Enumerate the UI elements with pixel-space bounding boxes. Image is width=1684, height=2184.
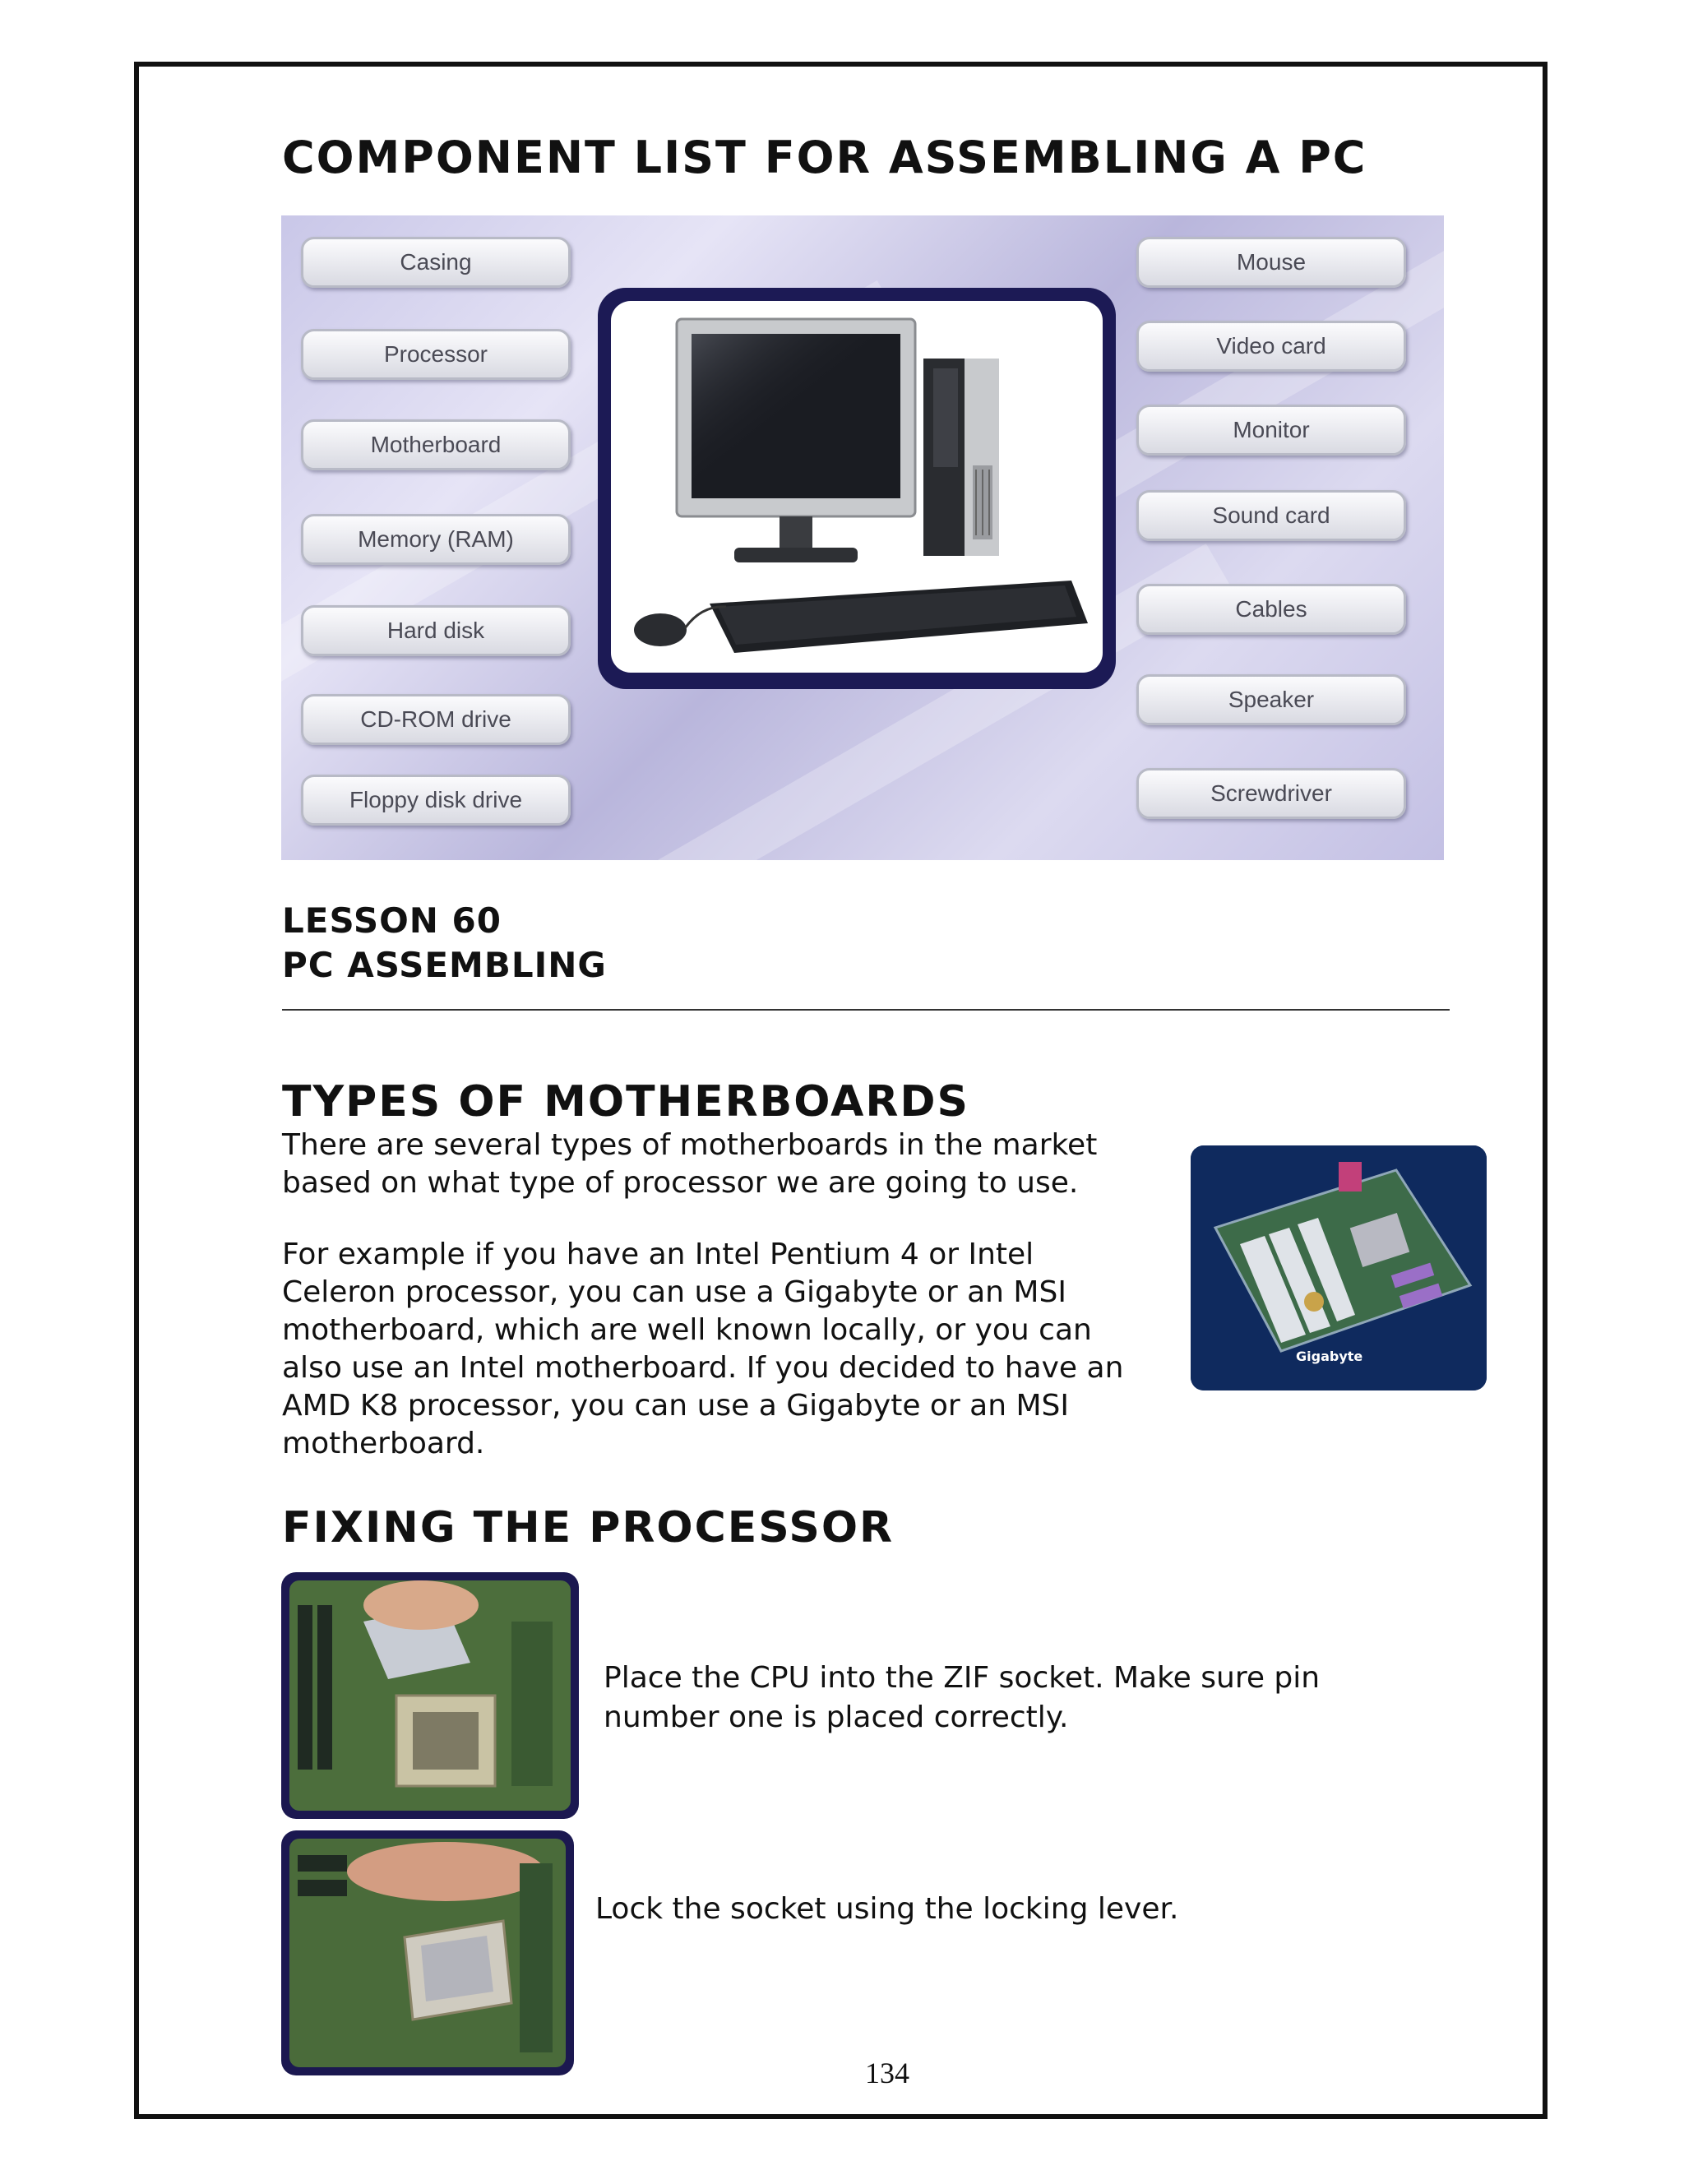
lesson-number: LESSON 60 <box>282 900 502 941</box>
page-title: COMPONENT LIST FOR ASSEMBLING A PC <box>282 132 1367 183</box>
component-button-motherboard[interactable]: Motherboard <box>301 419 571 470</box>
cpu-socket-illustration-2 <box>281 1830 574 2075</box>
component-button-cables[interactable]: Cables <box>1136 584 1406 635</box>
types-of-motherboards-heading: TYPES OF MOTHERBOARDS <box>282 1077 969 1127</box>
photo-label: Gigabyte <box>1296 1349 1363 1364</box>
component-list-banner <box>281 215 1444 860</box>
desktop-pc-illustration <box>611 301 1103 673</box>
pc-image-frame <box>598 288 1116 689</box>
component-button-floppy[interactable]: Floppy disk drive <box>301 775 571 826</box>
types-paragraph-1: There are several types of motherboards in the market based on what type of processor we are going to use. <box>282 1128 1098 1200</box>
socket-lock-photo <box>281 1830 574 2075</box>
component-button-video-card[interactable]: Video card <box>1136 321 1406 372</box>
step-1-text: Place the CPU into the ZIF socket. Make sure pin number one is placed correctly. <box>604 1661 1321 1734</box>
divider <box>282 1009 1450 1011</box>
component-button-memory[interactable]: Memory (RAM) <box>301 514 571 565</box>
component-button-cd-rom[interactable]: CD-ROM drive <box>301 694 571 745</box>
cpu-socket-illustration-1 <box>281 1572 579 1819</box>
component-button-monitor[interactable]: Monitor <box>1136 405 1406 456</box>
motherboard-photo <box>1191 1145 1487 1390</box>
lesson-name: PC ASSEMBLING <box>282 945 607 985</box>
component-button-screwdriver[interactable]: Screwdriver <box>1136 768 1406 819</box>
lesson-heading <box>282 899 607 988</box>
types-paragraph-2: For example if you have an Intel Pentium 4 or Intel Celeron processor, you can use a Gigabyte or an MSI motherboard, which are well known locally, or you can also use an Intel motherboard. If you decided to have an AMD K8 processor, you can use a Gigabyte or an MSI motherboard. <box>282 1238 1124 1460</box>
component-button-sound-card[interactable]: Sound card <box>1136 490 1406 541</box>
component-button-mouse[interactable]: Mouse <box>1136 237 1406 288</box>
component-button-casing[interactable]: Casing <box>301 237 571 288</box>
fixing-the-processor-heading: FIXING THE PROCESSOR <box>282 1503 895 1552</box>
component-button-speaker[interactable]: Speaker <box>1136 674 1406 725</box>
gigabyte-motherboard-illustration <box>1191 1145 1487 1390</box>
component-button-processor[interactable]: Processor <box>301 329 571 380</box>
page-number: 134 <box>865 2057 909 2089</box>
component-button-hard-disk[interactable]: Hard disk <box>301 605 571 656</box>
step-2-text: Lock the socket using the locking lever. <box>595 1892 1179 1926</box>
cpu-insertion-photo <box>281 1572 579 1819</box>
